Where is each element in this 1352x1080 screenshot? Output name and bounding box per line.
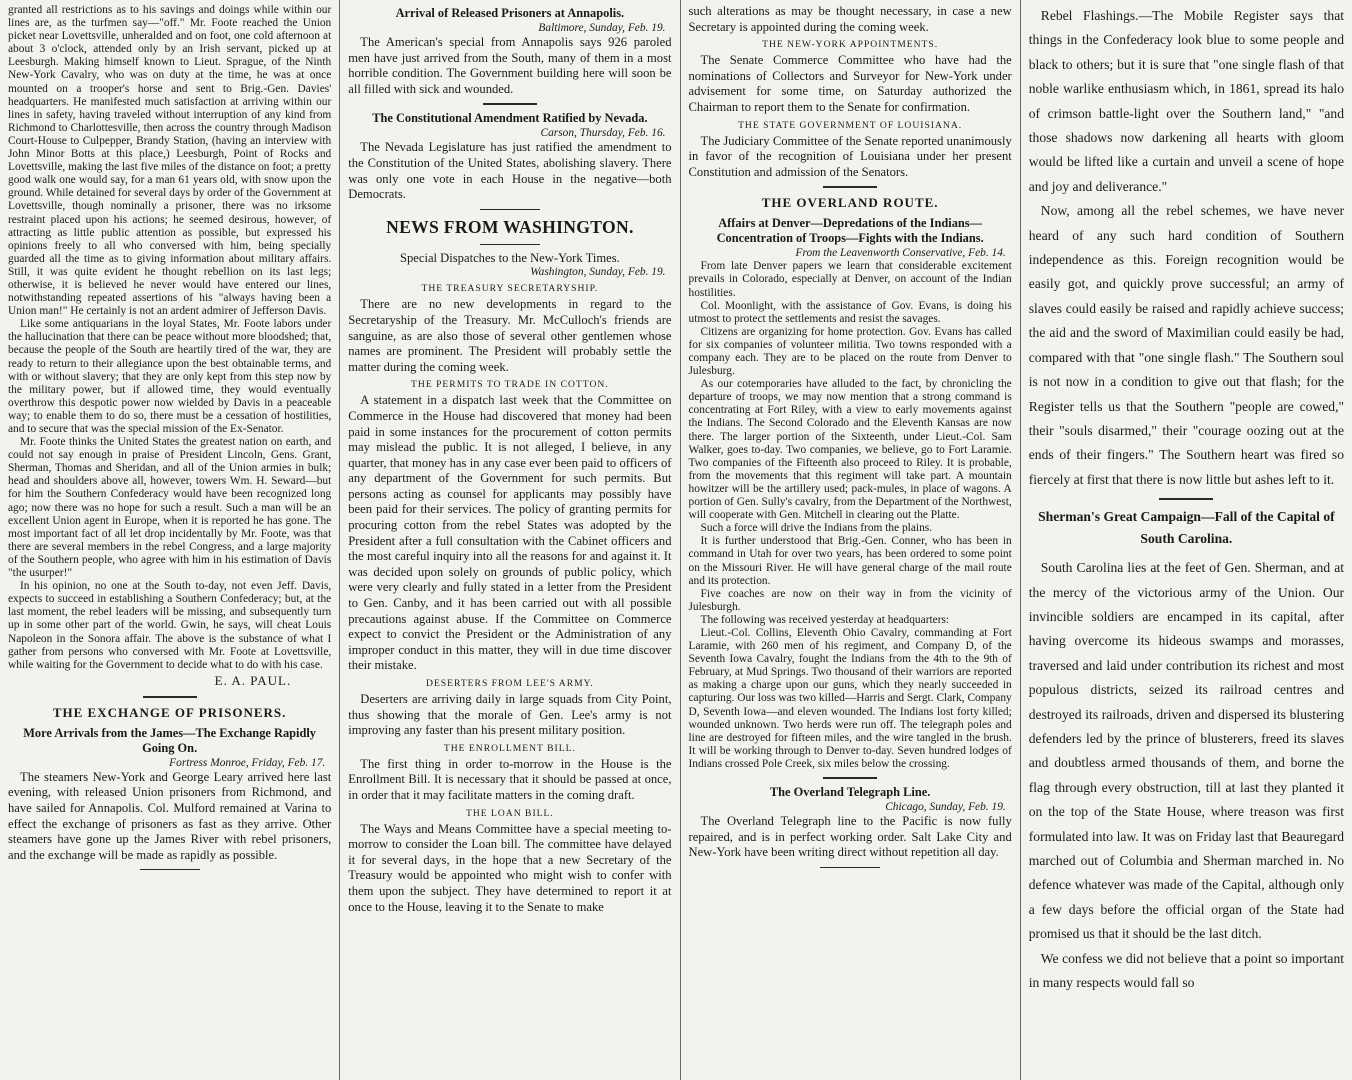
foote-para-1: granted all restrictions as to his savings and doings while within our lines are, as the turfmen say—"off." Mr. Foote reached the Union picket near Lovettsville, unheralded and on foot, one cold afternoon at about 3 o'clock, attended only by an Irish servant, picked up at Leesburgh. Making himself known to Lieut. Sprague, of the Ninth New-York Cavalry, who was on duty at the time, he was at once mounted on a trooper's horse and sent to Brig.-Gen. Davies' headquarters. He manifested much satisfaction at arriving within our lines in safety, having traveled without interruption of any kind from Richmond to Charlottesville, then across the country through Madison Court-House to Culpepper, Brandy Station, (having an interview with John Minor Botts at this place,) Leesburgh, Point of Rocks and Lovettsville, making the last five miles of the distance on foot; a pretty good walk one would say, for a man 61 years old, with snow upon the ground. While detained for several days by order of the Government at Lovettsville, though nominally a prisoner, there was no irksome restraint placed upon his actions; he seemed desirous, however, of attracting as little public attention as possible, but expressed his opinions freely to all who conversed with him, being specially guarded all the time as to giving information about military affairs. Still, it was quite evident he thought rebellion on its last legs; otherwise, it is believed he never would have entered our lines, notwithstanding repeated assertions of his "always having been a Union man!" He certainly is not an ardent admirer of Jefferson Davis. (8, 4, 332, 318)
arrival-dateline: Baltimore, Sunday, Feb. 19. (538, 22, 666, 34)
divider (823, 777, 877, 779)
divider (823, 186, 877, 188)
permits-subhead: THE PERMITS TO TRADE IN COTTON. (411, 379, 609, 391)
telegraph-dateline: Chicago, Sunday, Feb. 19. (885, 801, 1006, 813)
arrival-headline: Arrival of Released Prisoners at Annapolis. (395, 6, 625, 20)
divider (480, 244, 540, 245)
exchange-body: The steamers New-York and George Leary arrived here last evening, with released Union prisoners from Richmond, and have sailed for Annapolis. Col. Mulford remained at Varina to effect the exchange of prisoners as fast as they arrive. Other steamers have gone up the James River with rebel prisoners, and the exchange will be made as rapidly as possible. (8, 769, 332, 862)
overland-para: From late Denver papers we learn that considerable excitement prevails in Colorado, especially at Denver, on account of the Indian hostilities. (688, 260, 1012, 299)
overland-para: Five coaches are now on their way in from the vicinity of Julesburgh. (688, 587, 1012, 613)
column-1 (0, 0, 339, 1080)
overland-para: Lieut.-Col. Collins, Eleventh Ohio Cavalry, commanding at Fort Laramie, with 260 men of his regiment, and Company D, of the Seventh Iowa Cavalry, fought the Indians from the 4th to the 9th of February, at Mud Springs. Two thousand of their warriors are reported as making a charge upon our guns, which they nearly succeeded in capturing. Our loss was two killed—Harris and Sergt. Clark, Company D, Seventh Iowa—and eleven wounded. The Indians lost forty killed; wounded unknown. Two herds were run off. The telegraph poles and line are destroyed for fifteen miles, and the wire tangled in the brush. It will be working through to Denver to-day. Seven hundred lodges of Indians crossed Pole Creek, six miles below the crossing. (688, 626, 1012, 770)
permits-body: A statement in a dispatch last week that the Committee on Commerce in the House had discovered that money had been paid in some instances for the procurement of cotton permits may mislead the public. It is not alleged, I believe, in any quarter, that money has in any case ever been paid to officers of any department of the Government for such permits. But persons acting as counsel for applicants may possibly have been paid for their services. The policy of granting permits for procuring cotton from the rebel States was adopted by the President after a full consultation with the Cabinet officers and the most careful inquiry into all the reasons for and against it. It was decided upon solely on grounds of public policy, which were very clearly and fully stated in a letter from the President to Gen. Canby, and it has been carried out with all possible precautions against abuse. If the Committee on Commerce expect to convict the President or the Administration of any improper conduct in this matter, they will in due time discover their mistake. (348, 393, 672, 673)
exchange-subhead: More Arrivals from the James—The Exchange Rapidly Going On. (23, 725, 316, 755)
overland-para: Col. Moonlight, with the assistance of Gov. Evans, is doing his utmost to protect the settlements and resist the savages. (688, 299, 1012, 325)
washington-headline: NEWS FROM WASHINGTON. (386, 216, 634, 237)
enrollment-body: The first thing in order to-morrow in the House is the Enrollment Bill. It is necessary that it should be passed at once, in order that it may facilitate matters in the coming draft. (348, 756, 672, 802)
louisiana-subhead: THE STATE GOVERNMENT OF LOUISIANA. (738, 119, 963, 131)
telegraph-headline: The Overland Telegraph Line. (769, 785, 931, 799)
rebel-flashings-para: Rebel Flashings.—The Mobile Register says that things in the Confederacy look blue to some people and black to others; but it is sure that "one single flash of that noble warlike enthusiasm which, in 1861, spread its halo of crimson battle-light over the Southern land," "and those shadows now darkening all hearts with gloom would be lifted like a curtain and unveil a scene of hope and joy and deliverance." (1028, 8, 1345, 194)
sherman-body-2: We confess we did not believe that a point so important in many respects would fall so (1028, 950, 1345, 991)
overland-para: It is further understood that Brig.-Gen. Conner, who has been in command in Utah for over two years, has been ordered to some point on the Missouri River. He will have general charge of the mail route and its protection. (688, 535, 1012, 587)
louisiana-body: The Judiciary Committee of the Senate reported unanimously in favor of the recognition of Louisiana under her present Constitution and admission of the Senators. (688, 133, 1012, 179)
divider (143, 696, 197, 698)
exchange-dateline: Fortress Monroe, Friday, Feb. 17. (169, 756, 326, 769)
exchange-headline: THE EXCHANGE OF PRISONERS. (52, 704, 287, 720)
overland-dateline: From the Leavenworth Conservative, Feb. 14. (795, 247, 1006, 260)
telegraph-body: The Overland Telegraph line to the Pacific is now fully repaired, and is in perfect working order. Salt Lake City and New-York have been writing direct without repetition all day. (688, 814, 1012, 860)
column-4 (1021, 0, 1352, 1080)
column-2 (340, 0, 679, 1080)
arrival-body: The American's special from Annapolis says 926 paroled men have just arrived from the South, many of them in a most horrible condition. The Government building here will soon be all filled with sick and wounded. (348, 35, 672, 96)
foote-para-3: Mr. Foote thinks the United States the greatest nation on earth, and could not say enough in praise of President Lincoln, Gens. Grant, Sherman, Thomas and Sheridan, and all of the Union armies in bulk; head and shoulders above all, however, towers Wm. H. Seward—but for him the Southern Confederacy would have been recognized long ago; now there was no hope for such a result. Such a man will be an excellent Union agent in Europe, when it is reported he has gone. The most important fact of all let drop incidentally by Mr. Foote, was that there are several members in the rebel Congress, and a large majority of the Southern people, who agree with him in his estimation of Davis "the usurper!" (8, 436, 332, 580)
divider (480, 209, 540, 210)
overland-para: The following was received yesterday at headquarters: (700, 613, 950, 626)
amendment-body: The Nevada Legislature has just ratified the amendment to the Constitution of the United States, abolishing slavery. There was only one vote in each House in the negative—both Democrats. (348, 140, 672, 202)
divider (483, 103, 537, 105)
amendment-headline: The Constitutional Amendment Ratified by Nevada. (372, 111, 648, 126)
divider (820, 867, 880, 868)
washington-dateline: Washington, Sunday, Feb. 19. (530, 266, 666, 279)
divider (140, 869, 200, 870)
overland-headline: THE OVERLAND ROUTE. (761, 195, 939, 211)
secretary-continuation: such alterations as may be thought necessary, in case a new Secretary is appointed during the coming week. (688, 4, 1012, 34)
divider (1159, 498, 1213, 500)
foote-para-2: Like some antiquarians in the loyal States, Mr. Foote labors under the hallucination that there can be peace without more bloodshed; that, because the people of the South are heartily tired of the war, they are ready to return to their allegiance upon the best obtainable terms, and with or without slavery; that they are only kept from this step now by the military power, but if allowed time, they would eventually overthrow this despotic power now wielded by Davis in a peaceable way; to enable them to do so, there must be a cessation of hostilities, and to secure that was the special mission of the Ex-Senator. (8, 318, 332, 435)
treasury-subhead: THE TREASURY SECRETARYSHIP. (421, 283, 599, 295)
sherman-body: South Carolina lies at the feet of Gen. Sherman, and at the mercy of the victorious army of the Union. Our invincible soldiers are encamped in its capital, after having overcome its hideous swamps and morasses, traversed and laid under contribution its richest and most populous districts, seized its railroad centres and destroyed its railroads, driven and dispersed its blustering defenders led by the prince of blusterers, freed its slaves and doubtless armed thousands of them, and borne the flag through every obstruction, till at last they planted it on the top of the State House, where treason was first formulated into law. It was on Friday last that Beauregard marched out of Columbia and Sherman marched in. No defence whatever was made of the Capital, although only a few days before the official organ of the State had promised us that it should be the last ditch. (1028, 560, 1345, 942)
overland-para: As our cotemporaries have alluded to the fact, by chronicling the departure of troops, we may now mention that a strong command is concentrating at Fort Riley, with a view to early movements against the Indians. The Second Colorado and the Eleventh Kansas are now there. The larger portion of the Sixteenth, under Lieut.-Col. Sam Walker, goes to-day. Two companies, we believe, go to Fort Laramie. Two companies of the Fifteenth also proceed to Riley. It is probable, from the movements that this regiment will take part. A mountain howitzer will be the artillery used; pack-mules, in place of wagons. A portion of Gen. Sully's cavalry, from the Department of the Northwest, will cooperate with Gen. Mitchell in clearing out the Platte. (688, 378, 1012, 522)
deserters-subhead: DESERTERS FROM LEE'S ARMY. (426, 678, 594, 689)
loan-body: The Ways and Means Committee have a special meeting to-morrow to consider the Loan bill. The committee have delayed it for several days, in the hope that a new Secretary of the Treasury would be appointed who might wish to confer with them upon the subject. They have determined to report it at once to the House, leaving it to the Senate to make (348, 821, 672, 914)
appointments-body: The Senate Commerce Committee who have had the nominations of Collectors and Surveyor for New-York under advisement for some time, on Saturday authorized the Chairman to report them to the Senate for confirmation. (688, 53, 1012, 114)
treasury-body: There are no new developments in regard to the Secretaryship of the Treasury. Mr. McCulloch's friends are sanguine, as are also those of several other gentlemen whose names are prominent. The President will probably settle the matter during the coming week. (348, 297, 672, 374)
rebel-schemes-para: Now, among all the rebel schemes, we have never heard of any such hard condition of Southern independence as this. Foreign recognition would be easily got, and quickly prove successful; an army of slaves could easily be raised and rapidly achieve success; the aid and the sword of Maximilian could easily be had, compared with that "one single flash." The Southern soul is not now in a condition to give out that flash; for the Register tells us that the Southern "people are cowed," their "souls disarmed," their "courage oozing out at the ends of their fingers." The Southern heart was fired so fiercely at first that there is now little but ashes left to it. (1028, 203, 1345, 487)
enrollment-subhead: THE ENROLLMENT BILL. (443, 742, 576, 754)
overland-para: Citizens are organizing for home protection. Gov. Evans has called for six companies of volunteer militia. Two towns responded with a company each. They are to be placed on the route from Denver to Julesburg. (688, 325, 1012, 378)
amendment-dateline: Carson, Thursday, Feb. 16. (540, 127, 666, 140)
overland-para: Such a force will drive the Indians from the plains. (700, 522, 933, 535)
deserters-body: Deserters are arriving daily in large squads from City Point, thus showing that the morale of Gen. Lee's army is not improving any faster than his present military position. (348, 692, 672, 738)
loan-subhead: THE LOAN BILL. (465, 807, 554, 819)
special-dispatches: Special Dispatches to the New-York Times. (399, 250, 620, 265)
signature: E. A. PAUL. (214, 672, 292, 688)
appointments-subhead: THE NEW-YORK APPOINTMENTS. (762, 39, 939, 51)
column-3 (681, 0, 1020, 1080)
overland-subhead: Affairs at Denver—Depredations of the Indians—Concentration of Troops—Fights with the Indians. (716, 216, 984, 246)
sherman-headline: Sherman's Great Campaign—Fall of the Capital of South Carolina. (1038, 509, 1335, 547)
foote-para-4: In his opinion, no one at the South to-day, not even Jeff. Davis, expects to succeed in establishing a Southern Confederacy; but, at the last moment, the rebel leaders will be missing, and subsequently turn up in some other part of the world. Gwin, he says, will cheat Louis Napoleon in the Sonora affair. The above is the substance of what I gather from persons who conversed with Mr. Foote at Lovettsville, while waiting for the Government to decide what to do with his case. (8, 580, 332, 671)
